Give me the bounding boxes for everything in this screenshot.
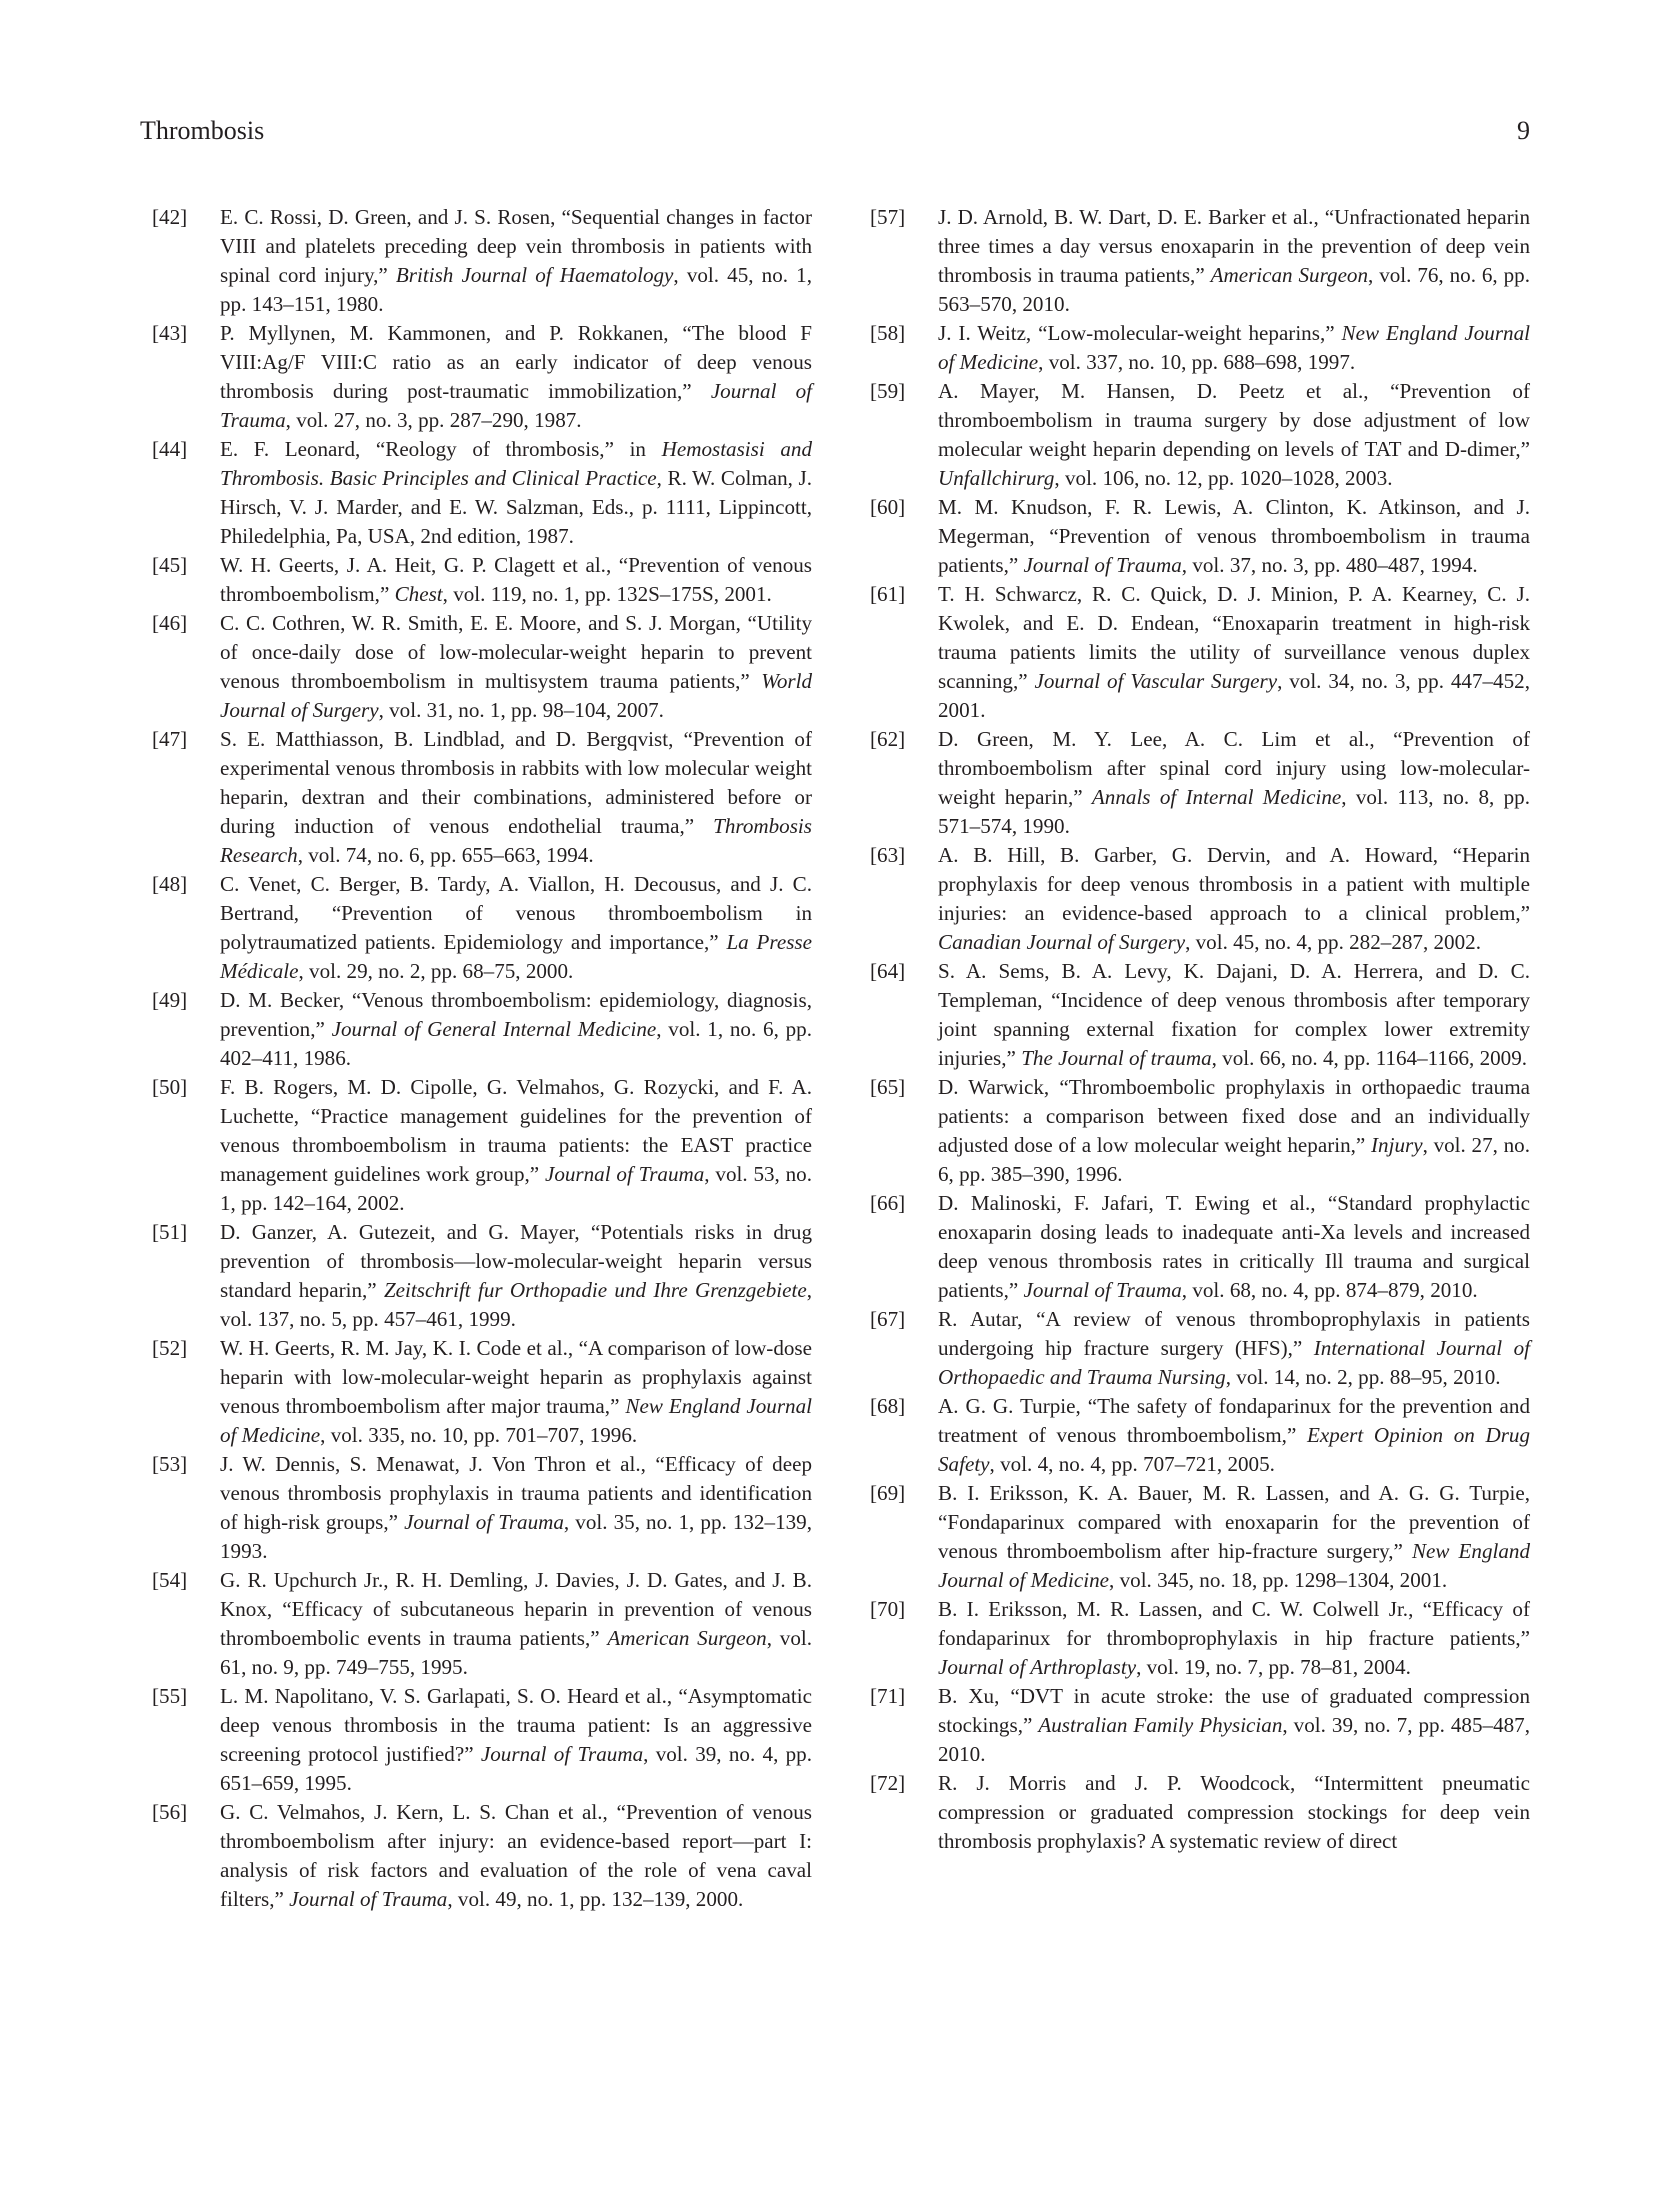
reference-venue: American Surgeon [607, 1626, 767, 1650]
reference-text: E. F. Leonard, “Reology of thrombosis,” in [220, 437, 662, 461]
reference-details: , vol. 68, no. 4, pp. 874–879, 2010. [1181, 1278, 1478, 1302]
reference-item [152, 986, 812, 1073]
reference-text: J. I. Weitz, “Low-molecular-weight heparins,” [938, 321, 1342, 345]
reference-number: [52] [152, 1336, 188, 1360]
reference-text: S. E. Matthiasson, B. Lindblad, and D. Bergqvist, “Prevention of experimental venous thrombosis in rabbits with low molecular weight heparin, dextran and their combinations, administered before or during induction of venous endothelial trauma,” [220, 727, 812, 838]
reference-number: [56] [152, 1800, 188, 1824]
reference-details: , R. W. Colman, J. Hirsch, V. J. Marder, and E. W. Salzman, Eds., p. 1111, Lippincott, Philedelphia, Pa, USA, 2nd edition, 1987. [220, 466, 813, 548]
references-column-right [870, 203, 1530, 1856]
reference-details: , vol. 14, no. 2, pp. 88–95, 2010. [1225, 1365, 1501, 1389]
reference-number: [44] [152, 437, 188, 461]
reference-text: D. Malinoski, F. Jafari, T. Ewing et al., “Standard prophylactic enoxaparin dosing leads to inadequate anti-Xa levels and increased deep venous thrombosis rates in critically Ill trauma and surgical patients,” [938, 1191, 1530, 1302]
reference-number: [72] [870, 1771, 906, 1795]
reference-item [152, 1218, 812, 1334]
reference-number: [49] [152, 988, 188, 1012]
reference-number: [59] [870, 379, 906, 403]
reference-item [870, 1305, 1530, 1392]
reference-text: F. B. Rogers, M. D. Cipolle, G. Velmahos, G. Rozycki, and F. A. Luchette, “Practice management guidelines for the prevention of venous thromboembolism in trauma patients: the EAST practice management guidelines work group,” [220, 1075, 812, 1186]
reference-venue: British Journal of Haematology [395, 263, 674, 287]
reference-number: [61] [870, 582, 906, 606]
reference-details: , vol. 37, no. 3, pp. 480–487, 1994. [1181, 553, 1478, 577]
reference-item [152, 319, 812, 435]
reference-venue: Journal of General Internal Medicine [331, 1017, 657, 1041]
reference-text: L. M. Napolitano, V. S. Garlapati, S. O. Heard et al., “Asymptomatic deep venous thrombosis in the trauma patient: Is an aggressive screening protocol justified?” [220, 1684, 812, 1766]
reference-details: , vol. 29, no. 2, pp. 68–75, 2000. [298, 959, 574, 983]
reference-item [152, 1334, 812, 1450]
reference-item [152, 203, 812, 319]
reference-text: B. I. Eriksson, K. A. Bauer, M. R. Lassen, and A. G. G. Turpie, “Fondaparinux compared with enoxaparin for the prevention of venous thromboembolism after hip-fracture surgery,” [938, 1481, 1530, 1563]
reference-item [870, 841, 1530, 957]
reference-item [152, 870, 812, 986]
reference-text: E. C. Rossi, D. Green, and J. S. Rosen, “Sequential changes in factor VIII and platelets preceding deep vein thrombosis in patients with spinal cord injury,” [220, 205, 812, 287]
reference-number: [53] [152, 1452, 188, 1476]
reference-text: W. H. Geerts, R. M. Jay, K. I. Code et al., “A comparison of low-dose heparin with low-molecular-weight heparin as prophylaxis against venous thromboembolism after major trauma,” [220, 1336, 812, 1418]
reference-text: J. W. Dennis, S. Menawat, J. Von Thron et al., “Efficacy of deep venous thrombosis prophylaxis in trauma patients and identification of high-risk groups,” [220, 1452, 812, 1534]
reference-details: , vol. 4, no. 4, pp. 707–721, 2005. [989, 1452, 1275, 1476]
reference-item [870, 1392, 1530, 1479]
reference-text: W. H. Geerts, J. A. Heit, G. P. Clagett et al., “Prevention of venous thromboembolism,” [220, 553, 812, 606]
reference-text: R. Autar, “A review of venous thromboprophylaxis in patients undergoing hip fracture surgery (HFS),” [938, 1307, 1530, 1360]
reference-number: [43] [152, 321, 188, 345]
reference-number: [69] [870, 1481, 906, 1505]
reference-item [870, 1189, 1530, 1305]
reference-details: , vol. 76, no. 6, pp. 563–570, 2010. [938, 263, 1530, 316]
reference-item [152, 609, 812, 725]
journal-title: Thrombosis [140, 116, 265, 145]
reference-venue: Canadian Journal of Surgery [938, 930, 1186, 954]
reference-item [152, 1450, 812, 1566]
reference-details: , vol. 74, no. 6, pp. 655–663, 1994. [297, 843, 594, 867]
reference-details: , vol. 31, no. 1, pp. 98–104, 2007. [378, 698, 664, 722]
reference-venue: Zeitschrift fur Orthopadie und Ihre Grenzgebiete [383, 1278, 807, 1302]
reference-number: [54] [152, 1568, 188, 1592]
reference-venue: Journal of Arthroplasty [938, 1655, 1137, 1679]
reference-number: [62] [870, 727, 906, 751]
reference-venue: New England Journal of Medicine [938, 1539, 1530, 1592]
reference-details: , vol. 49, no. 1, pp. 132–139, 2000. [447, 1887, 744, 1911]
reference-text: D. Green, M. Y. Lee, A. C. Lim et al., “Prevention of thromboembolism after spinal cord injury using low-molecular-weight heparin,” [938, 727, 1530, 809]
reference-venue: International Journal of Orthopaedic and Trauma Nursing [938, 1336, 1530, 1389]
reference-item [152, 1566, 812, 1682]
reference-details: , vol. 337, no. 10, pp. 688–698, 1997. [1038, 350, 1356, 374]
reference-number: [50] [152, 1075, 188, 1099]
reference-text: A. Mayer, M. Hansen, D. Peetz et al., “Prevention of thromboembolism in trauma surgery by dose adjustment of low molecular weight heparin depending on levels of TAT and D-dimer,” [938, 379, 1530, 461]
reference-number: [60] [870, 495, 906, 519]
reference-details: , vol. 27, no. 3, pp. 287–290, 1987. [285, 408, 582, 432]
reference-venue: Thrombosis Research [220, 814, 812, 867]
reference-item [870, 493, 1530, 580]
reference-venue: Chest [394, 582, 443, 606]
reference-details: , vol. 335, no. 10, pp. 701–707, 1996. [320, 1423, 638, 1447]
reference-text: S. A. Sems, B. A. Levy, K. Dajani, D. A. Herrera, and D. C. Templeman, “Incidence of deep venous thrombosis after temporary joint spanning external fixation for complex lower extremity injuries,” [938, 959, 1530, 1070]
reference-details: , vol. 119, no. 1, pp. 132S–175S, 2001. [442, 582, 772, 606]
reference-venue: Journal of Trauma [1023, 1278, 1182, 1302]
reference-venue: Injury [1371, 1133, 1423, 1157]
reference-venue: Journal of Trauma [1023, 553, 1182, 577]
reference-venue: La Presse Médicale [220, 930, 812, 983]
reference-number: [55] [152, 1684, 188, 1708]
reference-details: , vol. 1, no. 6, pp. 402–411, 1986. [220, 1017, 812, 1070]
reference-number: [71] [870, 1684, 906, 1708]
reference-item [870, 319, 1530, 377]
reference-details: , vol. 19, no. 7, pp. 78–81, 2004. [1136, 1655, 1411, 1679]
reference-venue: New England Journal of Medicine [220, 1394, 812, 1447]
reference-number: [57] [870, 205, 906, 229]
reference-details: , vol. 345, no. 18, pp. 1298–1304, 2001. [1109, 1568, 1448, 1592]
reference-details: , vol. 27, no. 6, pp. 385–390, 1996. [938, 1133, 1531, 1186]
reference-number: [68] [870, 1394, 906, 1418]
reference-text: D. M. Becker, “Venous thromboembolism: epidemiology, diagnosis, prevention,” [220, 988, 812, 1041]
reference-details: , vol. 34, no. 3, pp. 447–452, 2001. [938, 669, 1530, 722]
reference-text: C. C. Cothren, W. R. Smith, E. E. Moore, and S. J. Morgan, “Utility of once-daily dose of low-molecular-weight heparin to prevent venous thromboembolism in multisystem trauma patients,” [220, 611, 812, 693]
reference-details: , vol. 45, no. 1, pp. 143–151, 1980. [220, 263, 812, 316]
reference-venue: The Journal of trauma [1021, 1046, 1212, 1070]
reference-item [152, 725, 812, 870]
reference-text: B. Xu, “DVT in acute stroke: the use of graduated compression stockings,” [938, 1684, 1530, 1737]
reference-number: [51] [152, 1220, 188, 1244]
reference-item [870, 1073, 1530, 1189]
reference-item [152, 551, 812, 609]
reference-venue: Journal of Trauma [544, 1162, 705, 1186]
reference-item [870, 1479, 1530, 1595]
reference-details: , vol. 106, no. 12, pp. 1020–1028, 2003. [1054, 466, 1393, 490]
reference-text: R. J. Morris and J. P. Woodcock, “Intermittent pneumatic compression or graduated compression stockings for deep vein thrombosis prophylaxis? A systematic review of direct [938, 1771, 1530, 1853]
reference-number: [48] [152, 872, 188, 896]
reference-item [152, 1073, 812, 1218]
reference-details: , vol. 45, no. 4, pp. 282–287, 2002. [1185, 930, 1481, 954]
reference-item [870, 1682, 1530, 1769]
reference-details: , vol. 39, no. 4, pp. 651–659, 1995. [220, 1742, 813, 1795]
page-number: 9 [1517, 116, 1530, 145]
reference-number: [64] [870, 959, 906, 983]
reference-details: , vol. 53, no. 1, pp. 142–164, 2002. [220, 1162, 812, 1215]
reference-item [870, 1595, 1530, 1682]
reference-number: [65] [870, 1075, 906, 1099]
reference-venue: Expert Opinion on Drug Safety [938, 1423, 1530, 1476]
reference-item [870, 1769, 1530, 1856]
reference-text: A. G. G. Turpie, “The safety of fondaparinux for the prevention and treatment of venous thromboembolism,” [938, 1394, 1530, 1447]
reference-text: C. Venet, C. Berger, B. Tardy, A. Viallon, H. Decousus, and J. C. Bertrand, “Prevention of venous thromboembolism in polytraumatized patients. Epidemiology and importance,” [220, 872, 812, 954]
reference-number: [70] [870, 1597, 906, 1621]
reference-details: , vol. 61, no. 9, pp. 749–755, 1995. [220, 1626, 812, 1679]
reference-item [870, 957, 1530, 1073]
reference-details: , vol. 35, no. 1, pp. 132–139, 1993. [220, 1510, 812, 1563]
reference-text: G. C. Velmahos, J. Kern, L. S. Chan et al., “Prevention of venous thromboembolism after injury: an evidence-based report—part I: analysis of risk factors and evaluation of the role of vena caval filters,” [220, 1800, 812, 1911]
reference-venue: New England Journal of Medicine [938, 321, 1530, 374]
reference-text: P. Myllynen, M. Kammonen, and P. Rokkanen, “The blood F VIII:Ag/F VIII:C ratio as an early indicator of deep venous thrombosis during post-traumatic immobilization,” [220, 321, 812, 403]
reference-number: [63] [870, 843, 906, 867]
reference-item [152, 1682, 812, 1798]
reference-details: , vol. 66, no. 4, pp. 1164–1166, 2009. [1211, 1046, 1528, 1070]
reference-number: [58] [870, 321, 906, 345]
reference-venue: Journal of Trauma [289, 1887, 448, 1911]
reference-number: [47] [152, 727, 188, 751]
reference-venue: Journal of Trauma [404, 1510, 564, 1534]
reference-text: J. D. Arnold, B. W. Dart, D. E. Barker et al., “Unfractionated heparin three times a day versus enoxaparin in the prevention of deep vein thrombosis in trauma patients,” [938, 205, 1530, 287]
reference-item [152, 1798, 812, 1914]
reference-venue: World Journal of Surgery [220, 669, 812, 722]
reference-venue: Journal of Vascular Surgery [1034, 669, 1278, 693]
reference-venue: Hemostasisi and Thrombosis. Basic Principles and Clinical Practice [220, 437, 813, 490]
reference-venue: Australian Family Physician [1038, 1713, 1283, 1737]
reference-text: D. Warwick, “Thromboembolic prophylaxis in orthopaedic trauma patients: a comparison between fixed dose and an individually adjusted dose of a low molecular weight heparin,” [938, 1075, 1530, 1157]
reference-number: [42] [152, 205, 188, 229]
reference-details: , vol. 113, no. 8, pp. 571–574, 1990. [938, 785, 1530, 838]
reference-text: D. Ganzer, A. Gutezeit, and G. Mayer, “Potentials risks in drug prevention of thrombosis—low-molecular-weight heparin versus standard heparin,” [220, 1220, 812, 1302]
reference-venue: Annals of Internal Medicine [1091, 785, 1342, 809]
reference-number: [66] [870, 1191, 906, 1215]
reference-text: M. M. Knudson, F. R. Lewis, A. Clinton, K. Atkinson, and J. Megerman, “Prevention of venous thromboembolism in trauma patients,” [938, 495, 1530, 577]
reference-venue: Unfallchirurg [938, 466, 1055, 490]
reference-number: [67] [870, 1307, 906, 1331]
reference-item [870, 203, 1530, 319]
reference-item [870, 725, 1530, 841]
reference-item [870, 580, 1530, 725]
reference-text: A. B. Hill, B. Garber, G. Dervin, and A. Howard, “Heparin prophylaxis for deep venous thrombosis in a patient with multiple injuries: an evidence-based approach to a clinical problem,” [938, 843, 1530, 925]
reference-number: [46] [152, 611, 188, 635]
reference-text: G. R. Upchurch Jr., R. H. Demling, J. Davies, J. D. Gates, and J. B. Knox, “Efficacy of subcutaneous heparin in prevention of venous thromboembolic events in trauma patients,” [220, 1568, 812, 1650]
reference-text: B. I. Eriksson, M. R. Lassen, and C. W. Colwell Jr., “Efficacy of fondaparinux for thromboprophylaxis in hip fracture patients,” [938, 1597, 1530, 1650]
reference-details: , vol. 137, no. 5, pp. 457–461, 1999. [220, 1278, 812, 1331]
reference-venue: Journal of Trauma [220, 379, 812, 432]
reference-item [152, 435, 812, 551]
running-head [140, 116, 1530, 156]
reference-item [870, 377, 1530, 493]
references-column-left [152, 203, 812, 1914]
reference-venue: Journal of Trauma [480, 1742, 644, 1766]
reference-number: [45] [152, 553, 188, 577]
reference-details: , vol. 39, no. 7, pp. 485–487, 2010. [938, 1713, 1530, 1766]
reference-venue: American Surgeon [1210, 263, 1369, 287]
reference-text: T. H. Schwarcz, R. C. Quick, D. J. Minion, P. A. Kearney, C. J. Kwolek, and E. D. Endean, “Enoxaparin treatment in high-risk trauma patients limits the utility of surveillance venous duplex scanning,” [938, 582, 1530, 693]
